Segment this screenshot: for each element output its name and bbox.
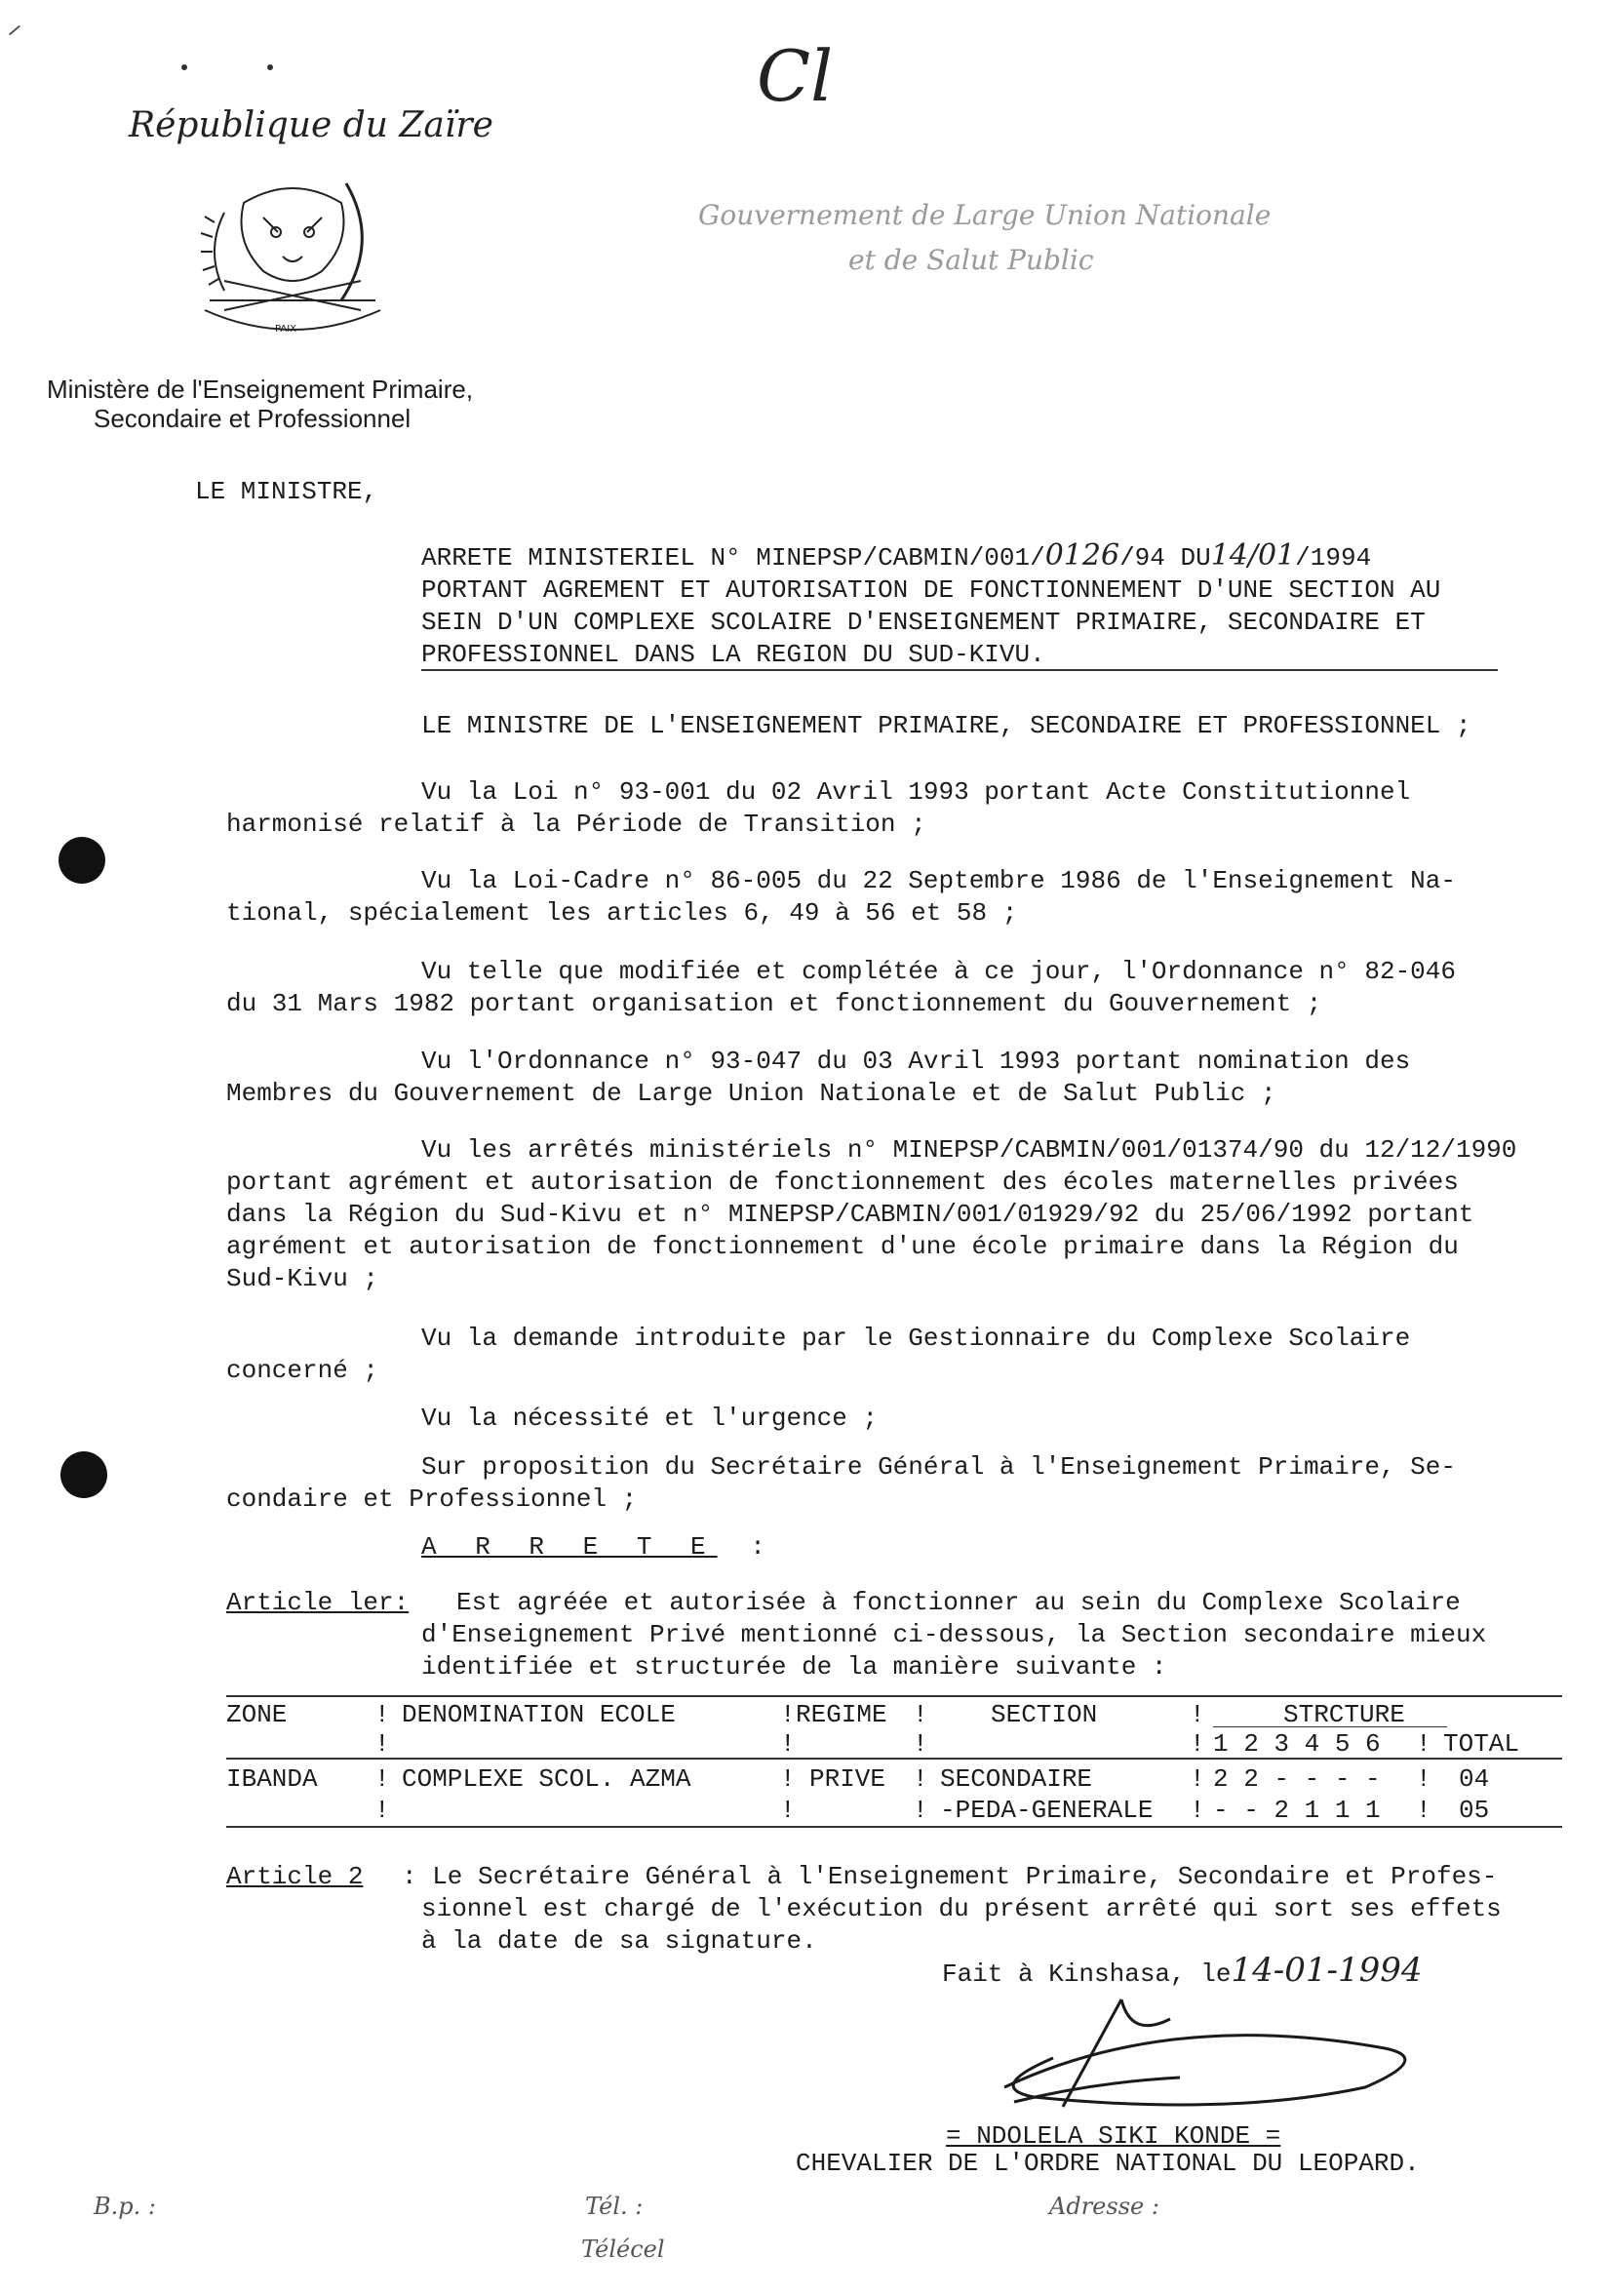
column-separator: ! bbox=[1416, 1764, 1431, 1794]
table-top-rule bbox=[226, 1695, 1562, 1697]
column-separator: ! bbox=[1190, 1764, 1205, 1794]
stray-mark bbox=[9, 25, 20, 36]
considerant-ordonnance-82-046: Vu telle que modifiée et complétée à ce jour, l'Ordonnance n° 82-046 du 31 Mars 1982 portant organisation et fonctionnement du Gouvernement ; bbox=[226, 957, 1456, 1018]
considerant-necessite: Vu la nécessité et l'urgence ; bbox=[421, 1404, 879, 1433]
column-separator: ! bbox=[913, 1796, 928, 1825]
handwritten-initials: Cl bbox=[757, 35, 834, 117]
table-header bbox=[226, 1699, 1562, 1758]
cell-total: 05 bbox=[1459, 1796, 1490, 1825]
dot-mark bbox=[267, 64, 273, 70]
handwritten-signature-date: 14-01-1994 bbox=[1231, 1951, 1423, 1990]
considerant-ordonnance-93-047: Vu l'Ordonnance n° 93-047 du 03 Avril 1993 portant nomination des Membres du Gouvernement de Large Union Nationale et de Salut Public ; bbox=[226, 1047, 1411, 1108]
header-structure: STRCTURE bbox=[1283, 1700, 1405, 1729]
footer-bp: B.p. : bbox=[94, 2193, 156, 2220]
column-separator: ! bbox=[1416, 1729, 1431, 1759]
column-separator: ! bbox=[780, 1700, 796, 1729]
decree-title-line4: PROFESSIONNEL DANS LA REGION DU SUD-KIVU. bbox=[421, 640, 1045, 669]
decree-title-line1: ARRETE MINISTERIEL N° MINEPSP/CABMIN/001/0126/94 DU14/01/1994 bbox=[421, 538, 1372, 573]
header-section: SECTION bbox=[991, 1700, 1098, 1729]
column-separator: ! bbox=[374, 1729, 390, 1759]
article-1-label: Article ler: bbox=[226, 1588, 410, 1617]
considerant-proposition: Sur proposition du Secrétaire Général à l'Enseignement Primaire, Se- condaire et Professionnel ; bbox=[226, 1452, 1456, 1514]
svg-text:PAIX: PAIX bbox=[275, 324, 297, 335]
considerant-constitution: Vu la Loi n° 93-001 du 02 Avril 1993 portant Acte Constitutionnel harmonisé relatif à la Période de Transition ; bbox=[226, 777, 1411, 839]
decree-title-line2: PORTANT AGREMENT ET AUTORISATION DE FONCTIONNEMENT D'UNE SECTION AU bbox=[421, 575, 1441, 605]
column-separator: ! bbox=[1190, 1700, 1205, 1729]
cell-section: SECONDAIRE bbox=[940, 1764, 1093, 1794]
article-2-body: : Le Secrétaire Général à l'Enseignement Primaire, Secondaire et Profes- sionnel est chargé de l'exécution du présent arrêté qui sort ses effets à la date de sa signature. bbox=[402, 1862, 1502, 1956]
decree-title-line3: SEIN D'UN COMPLEXE SCOLAIRE D'ENSEIGNEMENT PRIMAIRE, SECONDAIRE ET bbox=[421, 608, 1426, 637]
column-separator: ! bbox=[913, 1729, 928, 1759]
signatory-title: CHEVALIER DE L'ORDRE NATIONAL DU LEOPARD. bbox=[796, 2149, 1420, 2178]
column-separator: ! bbox=[913, 1700, 928, 1729]
article-2-label: Article 2 bbox=[226, 1862, 364, 1891]
closing-place-date: Fait à Kinshasa, le14-01-1994 bbox=[942, 1951, 1423, 1990]
country-name: République du Zaïre bbox=[129, 105, 493, 145]
signature-scribble bbox=[975, 1980, 1443, 2126]
footer-telecel: Télécel bbox=[581, 2236, 665, 2263]
signatory-name: = NDOLELA SIKI KONDE = bbox=[946, 2121, 1281, 2151]
handwritten-decree-number: 0126 bbox=[1044, 538, 1120, 573]
punch-hole bbox=[60, 1451, 107, 1498]
column-separator: ! bbox=[374, 1796, 390, 1825]
table-row bbox=[226, 1763, 1562, 1795]
footer-adresse: Adresse : bbox=[1049, 2193, 1159, 2220]
cell-zone: IBANDA bbox=[226, 1764, 318, 1794]
header-regime: REGIME bbox=[796, 1700, 887, 1729]
column-separator: ! bbox=[1190, 1796, 1205, 1825]
column-separator: ! bbox=[1416, 1796, 1431, 1825]
cell-section: -PEDA-GENERALE bbox=[940, 1796, 1154, 1825]
cell-denomination: COMPLEXE SCOL. AZMA bbox=[402, 1764, 691, 1794]
arrete-heading: A R R E T E : bbox=[421, 1532, 765, 1562]
column-separator: ! bbox=[780, 1796, 796, 1825]
header-classes: 1 2 3 4 5 6 bbox=[1213, 1729, 1381, 1759]
dot-mark bbox=[181, 64, 187, 70]
coat-of-arms-emblem bbox=[185, 164, 400, 349]
column-separator: ! bbox=[374, 1700, 390, 1729]
punch-hole bbox=[59, 837, 105, 884]
considerant-loi-cadre: Vu la Loi-Cadre n° 86-005 du 22 Septembre 1986 de l'Enseignement Na- tional, spécialement les articles 6, 49 à 56 et 58 ; bbox=[226, 866, 1456, 928]
considerant-demande: Vu la demande introduite par le Gestionnaire du Complexe Scolaire concerné ; bbox=[226, 1324, 1411, 1385]
header-total: TOTAL bbox=[1443, 1729, 1520, 1759]
addressee: LE MINISTRE, bbox=[195, 477, 378, 506]
column-separator: ! bbox=[913, 1764, 928, 1794]
column-separator: ! bbox=[780, 1729, 796, 1759]
preamble-heading: LE MINISTRE DE L'ENSEIGNEMENT PRIMAIRE, SECONDAIRE ET PROFESSIONNEL ; bbox=[421, 711, 1471, 740]
government-name-line2: et de Salut Public bbox=[848, 244, 1094, 276]
title-underline bbox=[421, 669, 1498, 671]
decree-title bbox=[421, 539, 1533, 671]
cell-regime: PRIVE bbox=[809, 1764, 886, 1794]
header-denomination: DENOMINATION ECOLE bbox=[402, 1700, 676, 1729]
column-separator: ! bbox=[1190, 1729, 1205, 1759]
cell-classes: 2 2 - - - - bbox=[1213, 1764, 1381, 1794]
considerant-arretes-ministeriels: Vu les arrêtés ministériels n° MINEPSP/CABMIN/001/01374/90 du 12/12/1990 portant agrément et autorisation de fonctionnement des écoles maternelles privées dans la Région du Sud-Kivu et n° MINEPSP/CABMIN/001/01929/92 du 25/06/1992 portant agrément et autorisation de fonctionnement d'une école primaire dans la Région du Sud-Kivu ; bbox=[226, 1135, 1517, 1293]
cell-total: 04 bbox=[1459, 1764, 1490, 1794]
ministry-name-line2: Secondaire et Professionnel bbox=[94, 404, 412, 433]
header-zone: ZONE bbox=[226, 1700, 288, 1729]
ministry-name-line1: Ministère de l'Enseignement Primaire, bbox=[47, 375, 474, 404]
handwritten-decree-date: 14/01 bbox=[1210, 538, 1296, 573]
cell-classes: - - 2 1 1 1 bbox=[1213, 1796, 1381, 1825]
article-1-body: Est agréée et autorisée à fonctionner au sein du Complexe Scolaire d'Enseignement Privé mentionné ci-dessous, la Section secondaire mieux identifiée et structurée de la manière suivante : bbox=[421, 1588, 1487, 1682]
column-separator: ! bbox=[374, 1764, 390, 1794]
table-row bbox=[226, 1795, 1562, 1826]
column-separator: ! bbox=[780, 1764, 796, 1794]
footer-tel: Tél. : bbox=[585, 2193, 644, 2220]
government-name-line1: Gouvernement de Large Union Nationale bbox=[698, 199, 1272, 231]
